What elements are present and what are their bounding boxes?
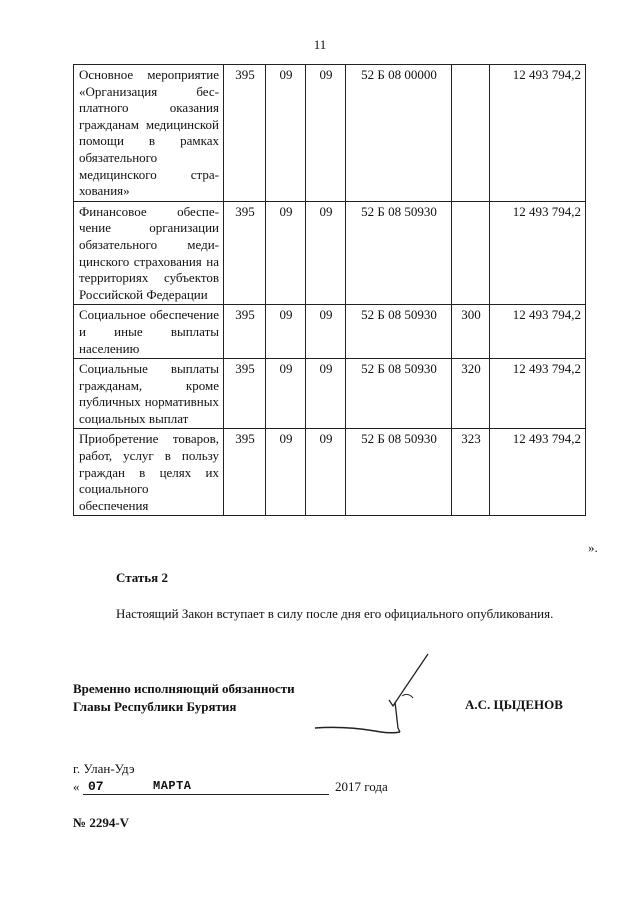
cell-section: 09 (266, 429, 306, 516)
cell-amount: 12 493 794,2 (490, 305, 586, 359)
table-row (74, 65, 586, 202)
signatory-title-line1: Временно исполняющий обязанности (73, 681, 295, 696)
cell-expense-type: 320 (452, 359, 490, 429)
article-text: Настоящий Закон вступает в силу после дня его официального опубликования. (116, 606, 554, 621)
cell-section: 09 (266, 305, 306, 359)
cell-amount: 12 493 794,2 (490, 359, 586, 429)
cell-grbs: 395 (224, 65, 266, 202)
article-heading: Статья 2 (116, 570, 168, 585)
cell-section: 09 (266, 201, 306, 305)
table-row (74, 429, 586, 516)
table-row (74, 201, 586, 305)
closing-quote: ». (588, 540, 598, 555)
signatory-title-line2: Главы Республики Бурятия (73, 699, 237, 714)
cell-section: 09 (266, 65, 306, 202)
cell-subsection: 09 (306, 359, 346, 429)
signing-date (73, 779, 413, 797)
date-underline (83, 794, 329, 795)
cell-grbs: 395 (224, 201, 266, 305)
row-name: Основное мероприятие «Организация бесплатного оказания гражданам медицинской помощи в рамках обязательного медицинского страхования» (74, 65, 224, 202)
cell-target-article: 52 Б 08 50930 (346, 201, 452, 305)
document-number: № 2294-V (73, 815, 130, 830)
date-month: МАРТА (153, 779, 192, 793)
date-day: 07 (88, 779, 104, 794)
cell-subsection: 09 (306, 429, 346, 516)
cell-subsection: 09 (306, 305, 346, 359)
date-year: 2017 года (335, 779, 388, 794)
date-open-quote: « (73, 779, 80, 794)
cell-amount: 12 493 794,2 (490, 429, 586, 516)
budget-table (73, 64, 586, 516)
cell-target-article: 52 Б 08 50930 (346, 359, 452, 429)
cell-section: 09 (266, 359, 306, 429)
cell-expense-type (452, 65, 490, 202)
cell-subsection: 09 (306, 65, 346, 202)
cell-amount: 12 493 794,2 (490, 65, 586, 202)
cell-grbs: 395 (224, 359, 266, 429)
table-row (74, 359, 586, 429)
cell-target-article: 52 Б 08 50930 (346, 305, 452, 359)
cell-expense-type (452, 201, 490, 305)
cell-target-article: 52 Б 08 50930 (346, 429, 452, 516)
cell-grbs: 395 (224, 305, 266, 359)
signatory-title (73, 680, 295, 716)
page-number: 11 (313, 37, 327, 52)
cell-expense-type: 300 (452, 305, 490, 359)
cell-subsection: 09 (306, 201, 346, 305)
row-name: Приобретение товаров, работ, услуг в пользу граждан в целях их социального обеспечения (74, 429, 224, 516)
cell-expense-type: 323 (452, 429, 490, 516)
signatory-name: А.С. ЦЫДЕНОВ (465, 697, 563, 712)
table-row (74, 305, 586, 359)
cell-target-article: 52 Б 08 00000 (346, 65, 452, 202)
cell-grbs: 395 (224, 429, 266, 516)
row-name: Социальное обеспечение и иные выплаты населению (74, 305, 224, 359)
place: г. Улан-Удэ (73, 761, 135, 776)
handwritten-signature (305, 648, 455, 748)
row-name: Финансовое обеспечение организации обязательного медицинского страхования на территориях субъектов Российской Федерации (74, 201, 224, 305)
row-name: Социальные выплаты гражданам, кроме публичных нормативных социальных выплат (74, 359, 224, 429)
cell-amount: 12 493 794,2 (490, 201, 586, 305)
